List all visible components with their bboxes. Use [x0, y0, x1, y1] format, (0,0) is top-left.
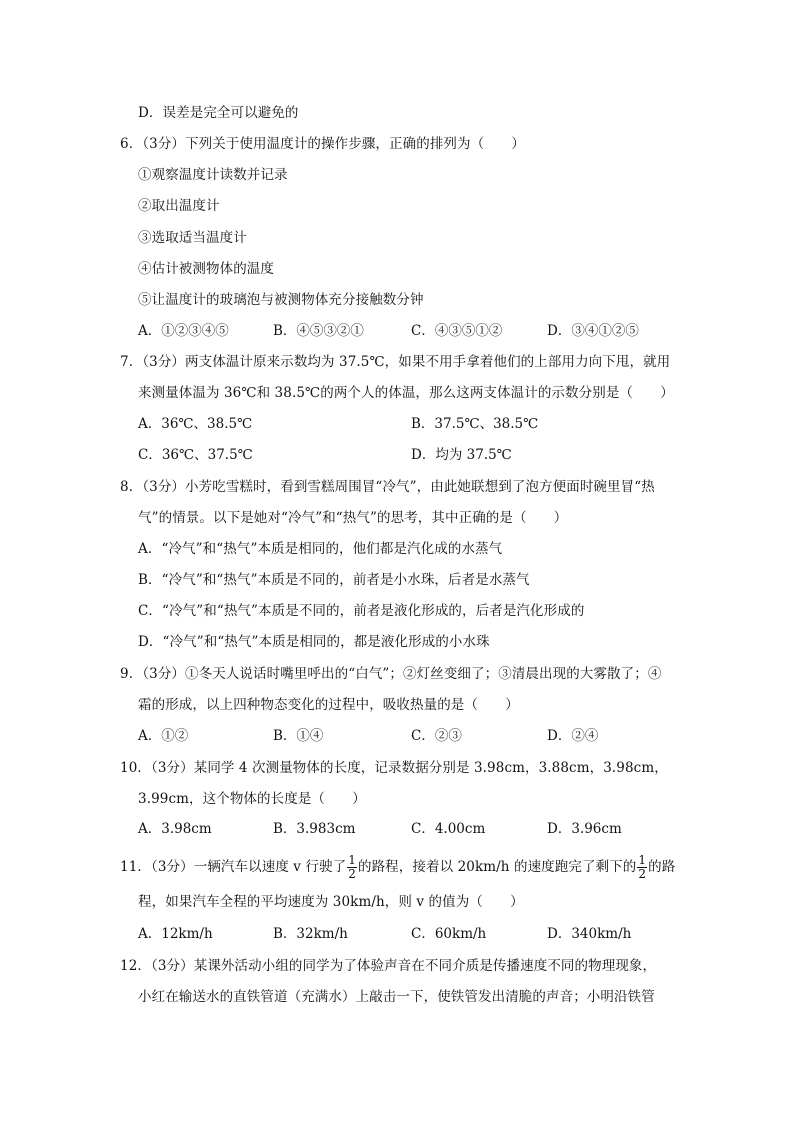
q8-option-b: B．“冷气”和“热气”本质是不同的，前者是小水珠，后者是水蒸气 — [138, 572, 530, 588]
q12-stem-line2: 小红在输送水的直铁管道（充满水）上敲击一下，使铁管发出清脆的声音；小明沿铁管 — [138, 989, 655, 1005]
q12-stem-line1: 12．（3分）某课外活动小组的同学为了体验声音在不同介质是传播速度不同的物理现象， — [120, 958, 657, 974]
q7-option-d: D．均为 37.5℃ — [411, 447, 512, 463]
q10-option-d: D．3.96cm — [547, 821, 622, 837]
fraction-denominator: 2 — [348, 867, 356, 881]
q5-option-d: D．误差是完全可以避免的 — [138, 105, 299, 121]
q10-option-c: C．4.00cm — [411, 821, 486, 837]
fraction-one-half — [347, 854, 357, 881]
q7-stem-line1: 7．（3分）两支体温计原来示数均为 37.5℃，如果不用手拿着他们的上部用力向下甩，就用 — [120, 354, 671, 370]
q10-stem-line1: 10．（3分）某同学 4 次测量物体的长度，记录数据分别是 3.98cm，3.88cm，3.98cm， — [120, 760, 668, 776]
q10-stem-line2: 3.99cm，这个物体的长度是（ ） — [138, 791, 366, 807]
q6-step-4: ④估计被测物体的温度 — [138, 261, 274, 277]
q6-stem: 6．（3分）下列关于使用温度计的操作步骤，正确的排列为（ ） — [120, 136, 526, 152]
q9-stem-line2: 霜的形成，以上四种物态变化的过程中，吸收热量的是（ ） — [138, 697, 519, 713]
q6-option-c: C．④③⑤①② — [411, 323, 503, 339]
q11-option-b: B．32km/h — [273, 926, 348, 942]
q7-option-c: C．36℃、37.5℃ — [138, 447, 253, 463]
q6-option-a: A．①②③④⑤ — [138, 323, 229, 339]
q8-option-c: C．“冷气”和“热气”本质是不同的，前者是液化形成的，后者是汽化形成的 — [138, 603, 585, 619]
q11-stem-part1: 11．（3分）一辆汽车以速度 v 行驶了 — [120, 859, 347, 875]
q9-stem-line1: 9．（3分）①冬天人说话时嘴里呼出的“白气”；②灯丝变细了；③清晨出现的大雾散了；④ — [120, 666, 662, 682]
q11-stem-line1 — [120, 850, 675, 884]
q8-stem-line1: 8．（3分）小芳吃雪糕时，看到雪糕周围冒“冷气”，由此她联想到了泡方便面时碗里冒“热 — [120, 479, 655, 495]
fraction-numerator: 1 — [348, 853, 356, 867]
q9-option-d: D．②④ — [547, 728, 599, 744]
q11-option-c: C．60km/h — [411, 926, 487, 942]
q11-stem-part2: 的路程，接着以 20km/h 的速度跑完了剩下的 — [357, 859, 637, 875]
q11-option-a: A．12km/h — [138, 926, 213, 942]
q6-option-d: D．③④①②⑤ — [547, 323, 639, 339]
fraction-denominator: 2 — [638, 867, 647, 881]
q6-step-3: ③选取适当温度计 — [138, 230, 247, 246]
fraction-numerator: 1 — [638, 853, 647, 867]
q6-step-1: ①观察温度计读数并记录 — [138, 167, 288, 183]
q9-option-b: B．①④ — [273, 728, 324, 744]
q11-stem-part3: 的路 — [648, 859, 676, 875]
q7-option-a: A．36℃、38.5℃ — [138, 416, 253, 432]
q9-option-a: A．①② — [138, 728, 189, 744]
q9-option-c: C．②③ — [411, 728, 462, 744]
q8-option-d: D．“冷气”和“热气”本质是相同的，都是液化形成的小水珠 — [138, 634, 490, 650]
q11-stem-line2: 程，如果汽车全程的平均速度为 30km/h，则 v 的值为（ ） — [138, 894, 524, 910]
fraction-one-half — [637, 854, 647, 881]
q6-option-b: B．④⑤③②① — [273, 323, 364, 339]
q6-step-2: ②取出温度计 — [138, 198, 220, 214]
q7-stem-line2: 来测量体温为 36℃和 38.5℃的两个人的体温，那么这两支体温计的示数分别是（ ） — [138, 385, 674, 401]
q10-option-a: A．3.98cm — [138, 821, 212, 837]
q11-option-d: D．340km/h — [547, 926, 632, 942]
q8-option-a: A．“冷气”和“热气”本质是相同的，他们都是汽化成的水蒸气 — [138, 541, 503, 557]
q10-option-b: B．3.983cm — [273, 821, 356, 837]
q7-option-b: B．37.5℃、38.5℃ — [411, 416, 539, 432]
q8-stem-line2: 气”的情景。以下是她对“冷气”和“热气”的思考，其中正确的是（ ） — [138, 510, 568, 526]
q6-step-5: ⑤让温度计的玻璃泡与被测物体充分接触数分钟 — [138, 292, 424, 308]
